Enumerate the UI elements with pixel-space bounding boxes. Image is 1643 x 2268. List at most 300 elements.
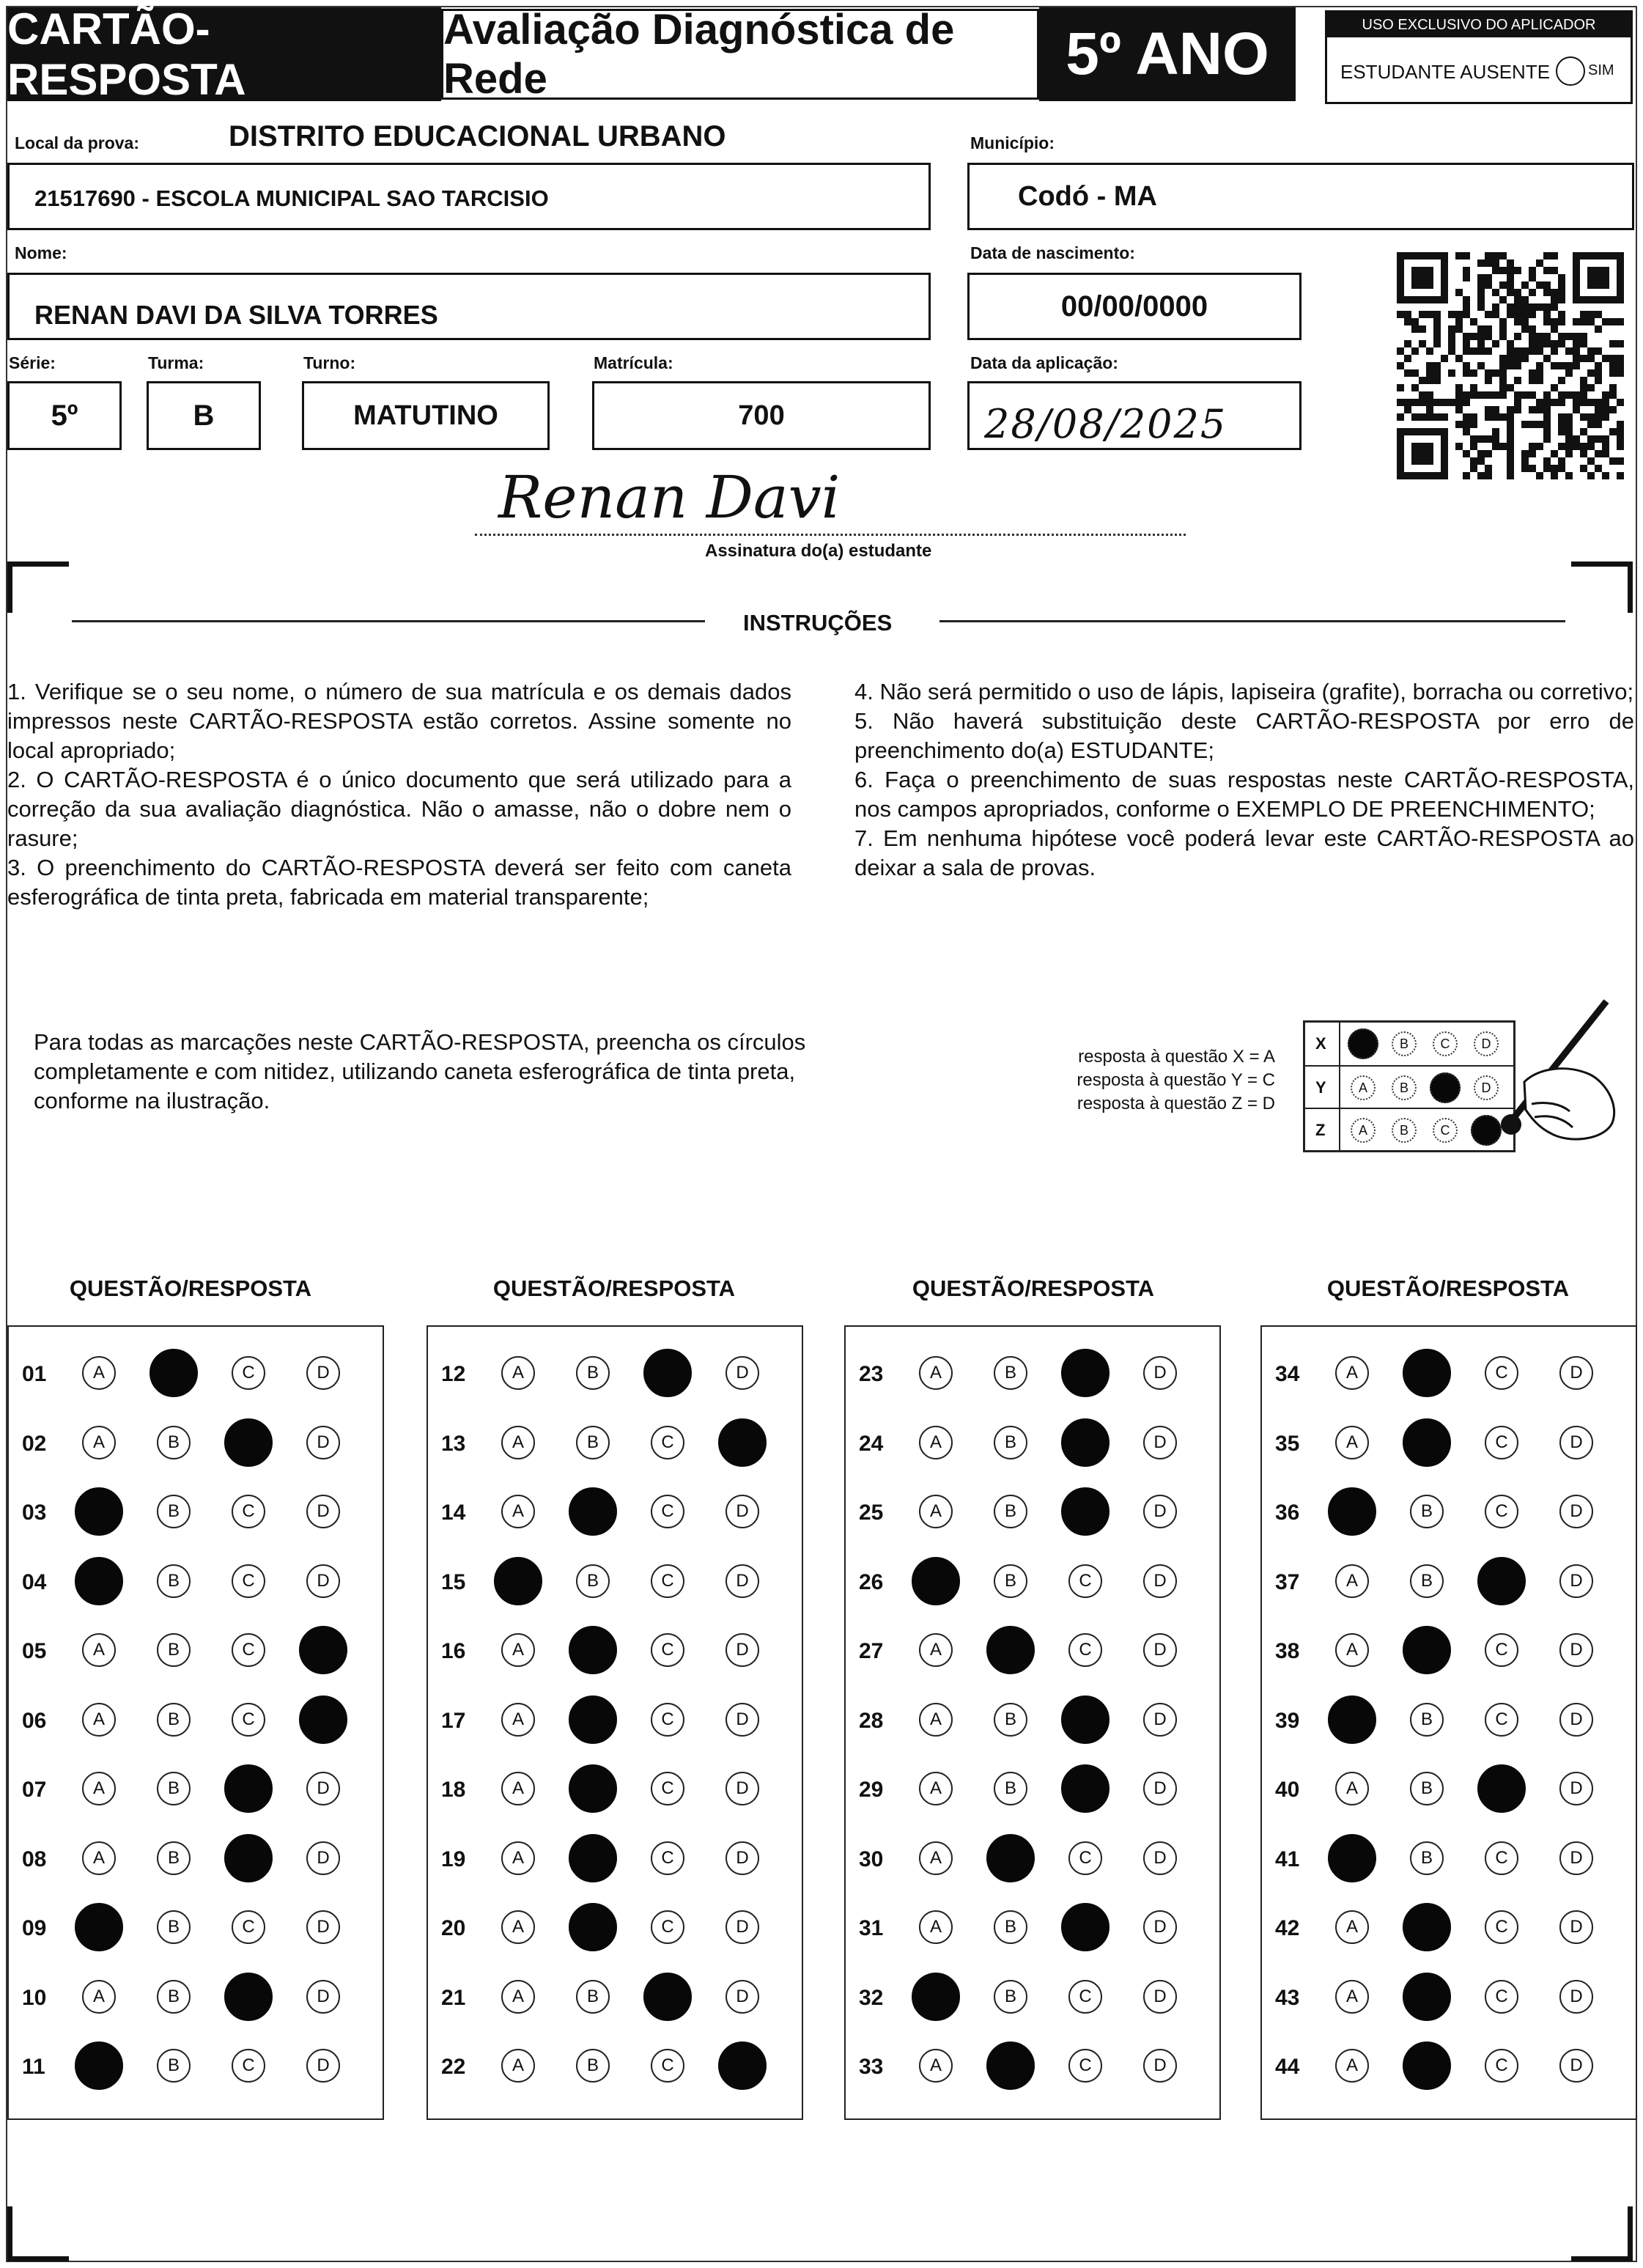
bubble-22-d-marked[interactable]: D <box>718 2041 767 2090</box>
municipio-label: Município: <box>970 133 1055 152</box>
bubble-29-d[interactable]: D <box>1143 1772 1177 1805</box>
example-bubble-x-d: D <box>1474 1031 1499 1056</box>
bubble-19-a[interactable]: A <box>501 1841 535 1875</box>
bubble-19-c[interactable]: C <box>651 1841 684 1875</box>
bubble-36-d[interactable]: D <box>1559 1495 1593 1528</box>
bubble-40-a[interactable]: A <box>1335 1772 1369 1805</box>
turma-value: B <box>193 399 215 432</box>
example-bubble-y-c <box>1430 1072 1461 1103</box>
bubble-29-a[interactable]: A <box>919 1772 953 1805</box>
question-number: 43 <box>1275 1985 1300 2010</box>
bubble-32-a-marked[interactable]: A <box>912 1973 960 2021</box>
question-number: 36 <box>1275 1501 1300 1525</box>
bubble-10-a[interactable]: A <box>82 1980 116 2014</box>
bubble-23-b[interactable]: B <box>994 1356 1027 1390</box>
question-number: 39 <box>1275 1708 1300 1733</box>
bubble-07-a[interactable]: A <box>82 1772 116 1805</box>
bubble-10-c-marked[interactable]: C <box>224 1973 273 2021</box>
bubble-09-d[interactable]: D <box>306 1910 340 1944</box>
question-row-28 <box>846 1698 1219 1742</box>
bubble-43-c[interactable]: C <box>1485 1980 1518 2014</box>
question-number: 21 <box>441 1985 466 2010</box>
bubble-20-d[interactable]: D <box>725 1910 759 1944</box>
corner-mark-tr <box>1571 562 1633 567</box>
bubble-36-c[interactable]: C <box>1485 1495 1518 1528</box>
answers-header-3: QUESTÃO/RESPOSTA <box>912 1275 1155 1301</box>
question-row-11 <box>9 2044 383 2088</box>
question-row-12 <box>428 1352 802 1396</box>
bubble-04-d[interactable]: D <box>306 1564 340 1598</box>
question-number: 12 <box>441 1362 466 1386</box>
bubble-07-b[interactable]: B <box>157 1772 191 1805</box>
district-name: DISTRITO EDUCACIONAL URBANO <box>229 120 726 152</box>
answers-header-4: QUESTÃO/RESPOSTA <box>1326 1275 1570 1301</box>
bubble-30-c[interactable]: C <box>1068 1841 1102 1875</box>
question-row-40 <box>1262 1767 1636 1811</box>
question-row-10 <box>9 1976 383 2020</box>
bubble-01-b-marked[interactable]: B <box>149 1349 198 1397</box>
turno-label: Turno: <box>303 353 356 372</box>
answers-header-1: QUESTÃO/RESPOSTA <box>69 1275 312 1301</box>
example-bubble-y-a: A <box>1351 1075 1376 1100</box>
bubble-43-a[interactable]: A <box>1335 1980 1369 2014</box>
bubble-17-d[interactable]: D <box>725 1703 759 1737</box>
bubble-28-b[interactable]: B <box>994 1703 1027 1737</box>
question-number: 04 <box>22 1569 47 1594</box>
bubble-38-a[interactable]: A <box>1335 1633 1369 1667</box>
bubble-02-a[interactable]: A <box>82 1426 116 1459</box>
pen-hand-icon <box>1480 994 1627 1148</box>
example-bubble-y-b: B <box>1392 1075 1417 1100</box>
bubble-16-c[interactable]: C <box>651 1633 684 1667</box>
question-number: 10 <box>22 1985 47 2010</box>
bubble-12-b[interactable]: B <box>576 1356 610 1390</box>
bubble-23-c-marked[interactable]: C <box>1061 1349 1110 1397</box>
example-bubble-z-c: C <box>1433 1118 1458 1143</box>
bubble-15-a-marked[interactable]: A <box>494 1557 542 1605</box>
legend-x: resposta à questão X = A <box>1078 1047 1275 1067</box>
bubble-19-d[interactable]: D <box>725 1841 759 1875</box>
bubble-02-d[interactable]: D <box>306 1426 340 1459</box>
exam-title-box <box>441 6 1039 103</box>
bubble-28-a[interactable]: A <box>919 1703 953 1737</box>
answer-column-4 <box>1260 1325 1637 2120</box>
bubble-13-b[interactable]: B <box>576 1426 610 1459</box>
bubble-35-b-marked[interactable]: B <box>1403 1418 1451 1467</box>
question-number: 13 <box>441 1431 466 1456</box>
bubble-04-a-marked[interactable]: A <box>75 1557 123 1605</box>
question-row-26 <box>846 1560 1219 1604</box>
corner-mark-tl-v <box>7 562 12 613</box>
question-row-07 <box>9 1767 383 1811</box>
bubble-33-d[interactable]: D <box>1143 2049 1177 2083</box>
bubble-31-c-marked[interactable]: C <box>1061 1903 1110 1951</box>
bubble-18-d[interactable]: D <box>725 1772 759 1805</box>
bubble-41-b[interactable]: B <box>1410 1841 1444 1875</box>
bubble-31-b[interactable]: B <box>994 1910 1027 1944</box>
question-row-18 <box>428 1767 802 1811</box>
example-row-divider <box>1339 1023 1340 1065</box>
question-row-20 <box>428 1906 802 1950</box>
bubble-12-d[interactable]: D <box>725 1356 759 1390</box>
bubble-27-b-marked[interactable]: B <box>986 1626 1035 1674</box>
matricula-value: 700 <box>738 400 785 431</box>
bubble-14-b-marked[interactable]: B <box>569 1487 617 1536</box>
bubble-13-d-marked[interactable]: D <box>718 1418 767 1467</box>
serie-label: Série: <box>9 353 56 372</box>
bubble-10-b[interactable]: B <box>157 1980 191 2014</box>
bubble-07-c-marked[interactable]: C <box>224 1764 273 1813</box>
question-row-44 <box>1262 2044 1636 2088</box>
bubble-21-c-marked[interactable]: C <box>643 1973 692 2021</box>
question-number: 03 <box>22 1501 47 1525</box>
bubble-24-c-marked[interactable]: C <box>1061 1418 1110 1467</box>
bubble-19-b-marked[interactable]: B <box>569 1834 617 1882</box>
card-title: CARTÃO-RESPOSTA <box>7 7 441 101</box>
example-row-label: Y <box>1315 1078 1326 1097</box>
bubble-21-d[interactable]: D <box>725 1980 759 2014</box>
bubble-44-d[interactable]: D <box>1559 2049 1593 2083</box>
question-number: 37 <box>1275 1569 1300 1594</box>
bubble-39-c[interactable]: C <box>1485 1703 1518 1737</box>
bubble-24-d[interactable]: D <box>1143 1426 1177 1459</box>
bubble-06-b[interactable]: B <box>157 1703 191 1737</box>
bubble-02-b[interactable]: B <box>157 1426 191 1459</box>
bubble-14-c[interactable]: C <box>651 1495 684 1528</box>
bubble-44-a[interactable]: A <box>1335 2049 1369 2083</box>
question-number: 17 <box>441 1708 466 1733</box>
bubble-14-a[interactable]: A <box>501 1495 535 1528</box>
bubble-06-a[interactable]: A <box>82 1703 116 1737</box>
question-row-38 <box>1262 1629 1636 1673</box>
bubble-12-a[interactable]: A <box>501 1356 535 1390</box>
bubble-36-b[interactable]: B <box>1410 1495 1444 1528</box>
example-row-divider <box>1339 1109 1340 1152</box>
question-row-43 <box>1262 1976 1636 2020</box>
bubble-05-c[interactable]: C <box>232 1633 265 1667</box>
local-label: Local da prova: <box>15 133 139 152</box>
bubble-42-b-marked[interactable]: B <box>1403 1903 1451 1951</box>
question-number: 42 <box>1275 1916 1300 1940</box>
bubble-34-d[interactable]: D <box>1559 1356 1593 1390</box>
bubble-30-d[interactable]: D <box>1143 1841 1177 1875</box>
bubble-42-a[interactable]: A <box>1335 1910 1369 1944</box>
bubble-03-d[interactable]: D <box>306 1495 340 1528</box>
question-row-30 <box>846 1837 1219 1881</box>
question-row-19 <box>428 1837 802 1881</box>
instructions-title: INSTRUÇÕES <box>743 610 893 636</box>
bubble-26-d[interactable]: D <box>1143 1564 1177 1598</box>
example-text: Para todas as marcações neste CARTÃO-RESPOSTA, preencha os círculos completamente e com nitidez, utilizando caneta esferográfica de tinta preta, conforme na ilustração. <box>34 1029 806 1113</box>
instruction-4: 4. Não será permitido o uso de lápis, lapiseira (grafite), borracha ou corretivo; <box>854 679 1634 704</box>
question-row-06 <box>9 1698 383 1742</box>
turno-field <box>302 381 550 450</box>
bubble-04-b[interactable]: B <box>157 1564 191 1598</box>
question-row-24 <box>846 1421 1219 1465</box>
example-row-label: X <box>1315 1034 1326 1053</box>
answer-column-3 <box>844 1325 1221 2120</box>
bubble-01-c[interactable]: C <box>232 1356 265 1390</box>
bubble-38-c[interactable]: C <box>1485 1633 1518 1667</box>
bubble-27-a[interactable]: A <box>919 1633 953 1667</box>
bubble-28-c-marked[interactable]: C <box>1061 1696 1110 1744</box>
bubble-29-c-marked[interactable]: C <box>1061 1764 1110 1813</box>
bubble-44-c[interactable]: C <box>1485 2049 1518 2083</box>
bubble-32-b[interactable]: B <box>994 1980 1027 2014</box>
bubble-05-a[interactable]: A <box>82 1633 116 1667</box>
municipio-value: Codó - MA <box>1018 181 1157 212</box>
bubble-38-b-marked[interactable]: B <box>1403 1626 1451 1674</box>
bubble-18-b-marked[interactable]: B <box>569 1764 617 1813</box>
question-row-42 <box>1262 1906 1636 1950</box>
question-number: 34 <box>1275 1362 1300 1386</box>
bubble-16-b-marked[interactable]: B <box>569 1626 617 1674</box>
question-row-05 <box>9 1629 383 1673</box>
qr-code <box>1397 252 1624 479</box>
bubble-16-a[interactable]: A <box>501 1633 535 1667</box>
question-number: 23 <box>859 1362 884 1386</box>
bubble-32-c[interactable]: C <box>1068 1980 1102 2014</box>
bubble-33-b-marked[interactable]: B <box>986 2041 1035 2090</box>
bubble-37-a[interactable]: A <box>1335 1564 1369 1598</box>
corner-mark-bl-v <box>7 2206 12 2261</box>
bubble-23-a[interactable]: A <box>919 1356 953 1390</box>
bubble-43-d[interactable]: D <box>1559 1980 1593 2014</box>
bubble-16-d[interactable]: D <box>725 1633 759 1667</box>
bubble-04-c[interactable]: C <box>232 1564 265 1598</box>
bubble-13-a[interactable]: A <box>501 1426 535 1459</box>
bubble-42-d[interactable]: D <box>1559 1910 1593 1944</box>
bubble-25-d[interactable]: D <box>1143 1495 1177 1528</box>
example-bubble-x-a <box>1348 1028 1378 1059</box>
bubble-18-c[interactable]: C <box>651 1772 684 1805</box>
bubble-22-a[interactable]: A <box>501 2049 535 2083</box>
bubble-26-c[interactable]: C <box>1068 1564 1102 1598</box>
bubble-26-a-marked[interactable]: A <box>912 1557 960 1605</box>
bubble-08-b[interactable]: B <box>157 1841 191 1875</box>
question-row-03 <box>9 1490 383 1534</box>
bubble-03-a-marked[interactable]: A <box>75 1487 123 1536</box>
instruction-7: 7. Em nenhuma hipótese você poderá levar este CARTÃO-RESPOSTA ao deixar a sala de provas. <box>854 825 1634 880</box>
question-number: 31 <box>859 1916 884 1940</box>
bubble-35-c[interactable]: C <box>1485 1426 1518 1459</box>
question-number: 41 <box>1275 1847 1300 1871</box>
bubble-17-c[interactable]: C <box>651 1703 684 1737</box>
instructions-right <box>854 677 1634 883</box>
question-row-22 <box>428 2044 802 2088</box>
matricula-label: Matrícula: <box>594 353 673 372</box>
signature-line <box>475 534 1186 536</box>
question-number: 02 <box>22 1431 47 1456</box>
bubble-41-a-marked[interactable]: A <box>1328 1834 1376 1882</box>
bubble-11-a-marked[interactable]: A <box>75 2041 123 2090</box>
bubble-33-a[interactable]: A <box>919 2049 953 2083</box>
legend-z: resposta à questão Z = D <box>1077 1094 1275 1113</box>
bubble-18-a[interactable]: A <box>501 1772 535 1805</box>
bubble-28-d[interactable]: D <box>1143 1703 1177 1737</box>
bubble-17-b-marked[interactable]: B <box>569 1696 617 1744</box>
question-number: 09 <box>22 1916 47 1940</box>
bubble-27-d[interactable]: D <box>1143 1633 1177 1667</box>
question-row-21 <box>428 1976 802 2020</box>
question-row-27 <box>846 1629 1219 1673</box>
bubble-14-d[interactable]: D <box>725 1495 759 1528</box>
example-bubble-y-d: D <box>1474 1075 1499 1100</box>
bubble-15-d[interactable]: D <box>725 1564 759 1598</box>
bubble-10-d[interactable]: D <box>306 1980 340 2014</box>
bubble-31-d[interactable]: D <box>1143 1910 1177 1944</box>
bubble-43-b-marked[interactable]: B <box>1403 1973 1451 2021</box>
bubble-08-c-marked[interactable]: C <box>224 1834 273 1882</box>
question-row-32 <box>846 1976 1219 2020</box>
nome-label: Nome: <box>15 243 67 262</box>
bubble-23-d[interactable]: D <box>1143 1356 1177 1390</box>
bubble-27-c[interactable]: C <box>1068 1633 1102 1667</box>
example-row-divider <box>1339 1067 1340 1109</box>
bubble-05-d-marked[interactable]: D <box>299 1626 347 1674</box>
bubble-25-a[interactable]: A <box>919 1495 953 1528</box>
bubble-39-a-marked[interactable]: A <box>1328 1696 1376 1744</box>
serie-field <box>7 381 122 450</box>
question-number: 19 <box>441 1847 466 1871</box>
bubble-32-d[interactable]: D <box>1143 1980 1177 2014</box>
bubble-15-b[interactable]: B <box>576 1564 610 1598</box>
bubble-20-c[interactable]: C <box>651 1910 684 1944</box>
example-legend <box>997 1045 1275 1116</box>
matricula-field <box>592 381 931 450</box>
question-number: 40 <box>1275 1778 1300 1802</box>
question-row-25 <box>846 1490 1219 1534</box>
question-number: 11 <box>22 2055 45 2079</box>
question-number: 16 <box>441 1639 466 1663</box>
bubble-35-a[interactable]: A <box>1335 1426 1369 1459</box>
bubble-06-c[interactable]: C <box>232 1703 265 1737</box>
question-number: 26 <box>859 1569 884 1594</box>
turma-label: Turma: <box>148 353 204 372</box>
bubble-15-c[interactable]: C <box>651 1564 684 1598</box>
applicator-box-header: USO EXCLUSIVO DO APLICADOR <box>1327 12 1631 37</box>
bubble-26-b[interactable]: B <box>994 1564 1027 1598</box>
example-bubble-x-b: B <box>1392 1031 1417 1056</box>
exam-title: Avaliação Diagnóstica de Rede <box>443 6 955 103</box>
question-row-34 <box>1262 1352 1636 1396</box>
bubble-25-b[interactable]: B <box>994 1495 1027 1528</box>
bubble-35-d[interactable]: D <box>1559 1426 1593 1459</box>
bubble-11-c[interactable]: C <box>232 2049 265 2083</box>
instructions-rule-left <box>72 620 705 622</box>
bubble-41-c[interactable]: C <box>1485 1841 1518 1875</box>
corner-mark-tr-v <box>1628 562 1633 613</box>
applicator-box <box>1325 10 1633 104</box>
example-row-label: Z <box>1315 1121 1326 1139</box>
bubble-05-b[interactable]: B <box>157 1633 191 1667</box>
bubble-08-d[interactable]: D <box>306 1841 340 1875</box>
corner-mark-br-v <box>1628 2206 1633 2261</box>
question-number: 18 <box>441 1778 466 1802</box>
bubble-37-b[interactable]: B <box>1410 1564 1444 1598</box>
corner-mark-tl <box>7 562 69 567</box>
legend-y: resposta à questão Y = C <box>1077 1070 1275 1090</box>
bubble-22-c[interactable]: C <box>651 2049 684 2083</box>
bubble-20-a[interactable]: A <box>501 1910 535 1944</box>
bubble-24-a[interactable]: A <box>919 1426 953 1459</box>
bubble-01-a[interactable]: A <box>82 1356 116 1390</box>
bubble-30-a[interactable]: A <box>919 1841 953 1875</box>
bubble-03-c[interactable]: C <box>232 1495 265 1528</box>
bubble-44-b-marked[interactable]: B <box>1403 2041 1451 2090</box>
bubble-21-b[interactable]: B <box>576 1980 610 2014</box>
question-number: 33 <box>859 2055 884 2079</box>
bubble-42-c[interactable]: C <box>1485 1910 1518 1944</box>
question-number: 05 <box>22 1639 47 1663</box>
bubble-34-c[interactable]: C <box>1485 1356 1518 1390</box>
absent-option: SIM <box>1588 62 1614 78</box>
bubble-17-a[interactable]: A <box>501 1703 535 1737</box>
instruction-6: 6. Faça o preenchimento de suas respostas neste CARTÃO-RESPOSTA, nos campos apropriados, conforme o EXEMPLO DE PREENCHIMENTO; <box>854 767 1634 822</box>
bubble-02-c-marked[interactable]: C <box>224 1418 273 1467</box>
bubble-09-c[interactable]: C <box>232 1910 265 1944</box>
bubble-20-b-marked[interactable]: B <box>569 1903 617 1951</box>
bubble-03-b[interactable]: B <box>157 1495 191 1528</box>
bubble-12-c-marked[interactable]: C <box>643 1349 692 1397</box>
question-row-29 <box>846 1767 1219 1811</box>
bubble-07-d[interactable]: D <box>306 1772 340 1805</box>
answers-header-2: QUESTÃO/RESPOSTA <box>492 1275 736 1301</box>
absent-bubble[interactable] <box>1556 56 1585 86</box>
bubble-25-c-marked[interactable]: C <box>1061 1487 1110 1536</box>
bubble-36-a-marked[interactable]: A <box>1328 1487 1376 1536</box>
instruction-5: 5. Não haverá substituição deste CARTÃO-RESPOSTA por erro de preenchimento do(a) ESTUDANTE; <box>854 708 1634 763</box>
bubble-41-d[interactable]: D <box>1559 1841 1593 1875</box>
bubble-29-b[interactable]: B <box>994 1772 1027 1805</box>
bubble-31-a[interactable]: A <box>919 1910 953 1944</box>
bubble-09-b[interactable]: B <box>157 1910 191 1944</box>
question-row-37 <box>1262 1560 1636 1604</box>
bubble-11-d[interactable]: D <box>306 2049 340 2083</box>
bubble-40-c-marked[interactable]: C <box>1477 1764 1526 1813</box>
bubble-40-d[interactable]: D <box>1559 1772 1593 1805</box>
bubble-37-c-marked[interactable]: C <box>1477 1557 1526 1605</box>
bubble-34-a[interactable]: A <box>1335 1356 1369 1390</box>
bubble-38-d[interactable]: D <box>1559 1633 1593 1667</box>
answer-column-2 <box>427 1325 803 2120</box>
corner-mark-br <box>1571 2256 1633 2261</box>
bubble-08-a[interactable]: A <box>82 1841 116 1875</box>
bubble-09-a-marked[interactable]: A <box>75 1903 123 1951</box>
question-row-35 <box>1262 1421 1636 1465</box>
example-bubble-z-a: A <box>1351 1118 1376 1143</box>
question-row-36 <box>1262 1490 1636 1534</box>
question-number: 27 <box>859 1639 884 1663</box>
bubble-40-b[interactable]: B <box>1410 1772 1444 1805</box>
bubble-39-d[interactable]: D <box>1559 1703 1593 1737</box>
instruction-3: 3. O preenchimento do CARTÃO-RESPOSTA deverá ser feito com caneta esferográfica de tinta preta, fabricada em material transparente; <box>7 855 791 910</box>
bubble-11-b[interactable]: B <box>157 2049 191 2083</box>
bubble-21-a[interactable]: A <box>501 1980 535 2014</box>
bubble-34-b-marked[interactable]: B <box>1403 1349 1451 1397</box>
bubble-22-b[interactable]: B <box>576 2049 610 2083</box>
question-row-01 <box>9 1352 383 1396</box>
bubble-30-b-marked[interactable]: B <box>986 1834 1035 1882</box>
bubble-13-c[interactable]: C <box>651 1426 684 1459</box>
bubble-01-d[interactable]: D <box>306 1356 340 1390</box>
bubble-06-d-marked[interactable]: D <box>299 1696 347 1744</box>
bubble-37-d[interactable]: D <box>1559 1564 1593 1598</box>
school-field <box>7 163 931 230</box>
bubble-24-b[interactable]: B <box>994 1426 1027 1459</box>
bubble-33-c[interactable]: C <box>1068 2049 1102 2083</box>
bubble-39-b[interactable]: B <box>1410 1703 1444 1737</box>
